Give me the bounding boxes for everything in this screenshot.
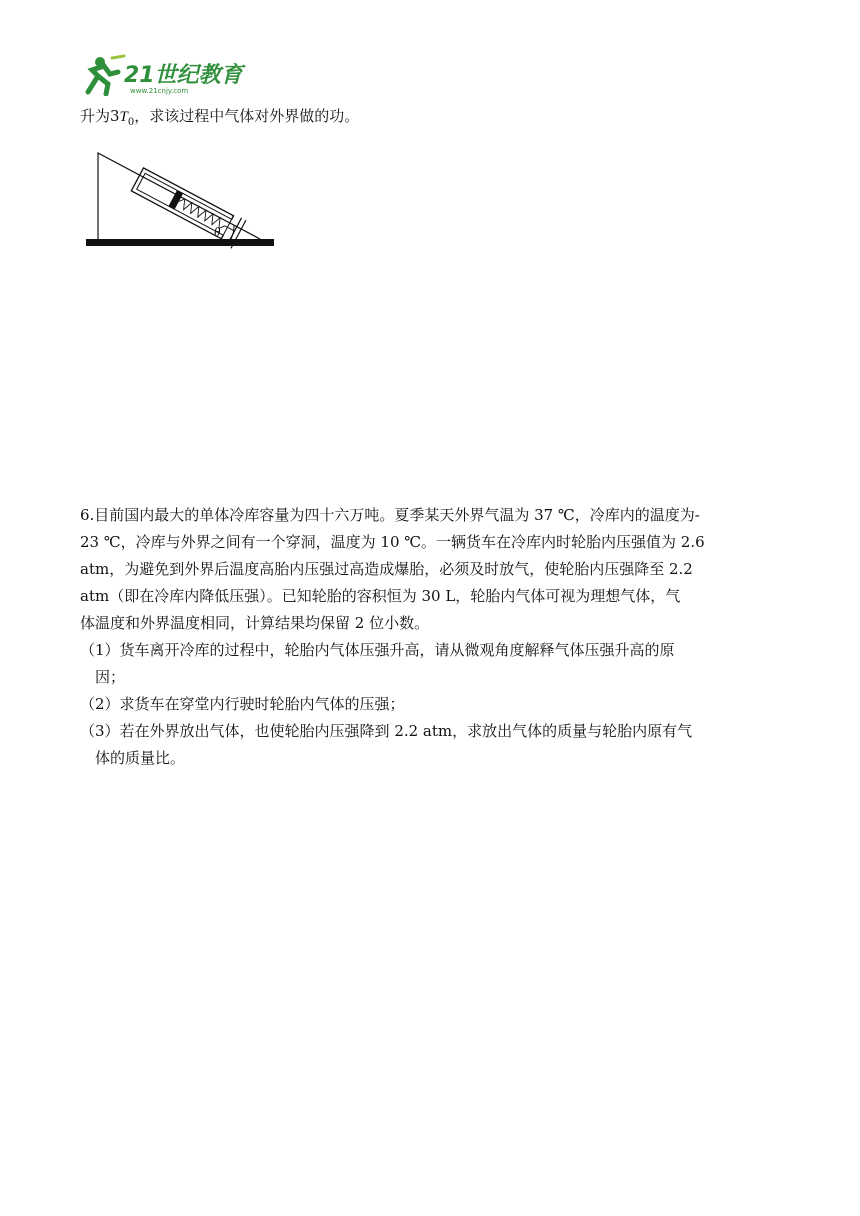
question-line: 6.目前国内最大的单体冷库容量为四十六万吨。夏季某天外界气温为 37 ℃，冷库内的温度为- — [80, 506, 700, 524]
continuation-prefix: 升为3 — [80, 107, 120, 125]
part-2: （2）求货车在穿堂内行驶时轮胎内气体的压强； — [80, 695, 405, 713]
question-line: atm（即在冷库内降低压强）。已知轮胎的容积恒为 30 L，轮胎内气体可视为理想气体，气 — [80, 587, 681, 605]
temperature-subscript: 0 — [127, 117, 135, 128]
question-line: 体温度和外界温度相同，计算结果均保留 2 位小数。 — [80, 614, 430, 632]
continuation-suffix: ，求该过程中气体对外界做的功。 — [134, 107, 360, 125]
part-1-line: （1）货车离开冷库的过程中，轮胎内气体压强升高，请从微观角度解释气体压强升高的原 — [80, 641, 675, 659]
incline-figure — [84, 140, 278, 252]
spring — [177, 197, 237, 235]
runner-icon — [88, 56, 124, 94]
logo-url: www.21cnjy.com — [130, 87, 189, 95]
ground-bar — [86, 239, 274, 246]
logo — [80, 52, 260, 96]
logo-text: 21世纪教育 — [124, 63, 243, 88]
question-6-parts — [80, 637, 785, 772]
part-3-line: （3）若在外界放出气体，也使轮胎内压强降到 2.2 atm，求放出气体的质量与轮胎内原有气 — [80, 722, 693, 740]
part-3-line: 体的质量比。 — [95, 749, 186, 767]
angle-label: θ — [214, 224, 221, 239]
part-1-line: 因； — [95, 668, 126, 686]
question-6 — [80, 502, 785, 637]
question-line: atm，为避免到外界后温度高胎内压强过高造成爆胎，必须及时放气，使轮胎内压强降至 2.2 — [80, 560, 693, 578]
piston — [168, 190, 183, 209]
question-line: 23 ℃，冷库与外界之间有一个穿洞，温度为 10 ℃。一辆货车在冷库内时轮胎内压强值为 2.6 — [80, 533, 705, 551]
temperature-symbol: T — [119, 109, 128, 125]
continuation-line — [80, 106, 359, 133]
